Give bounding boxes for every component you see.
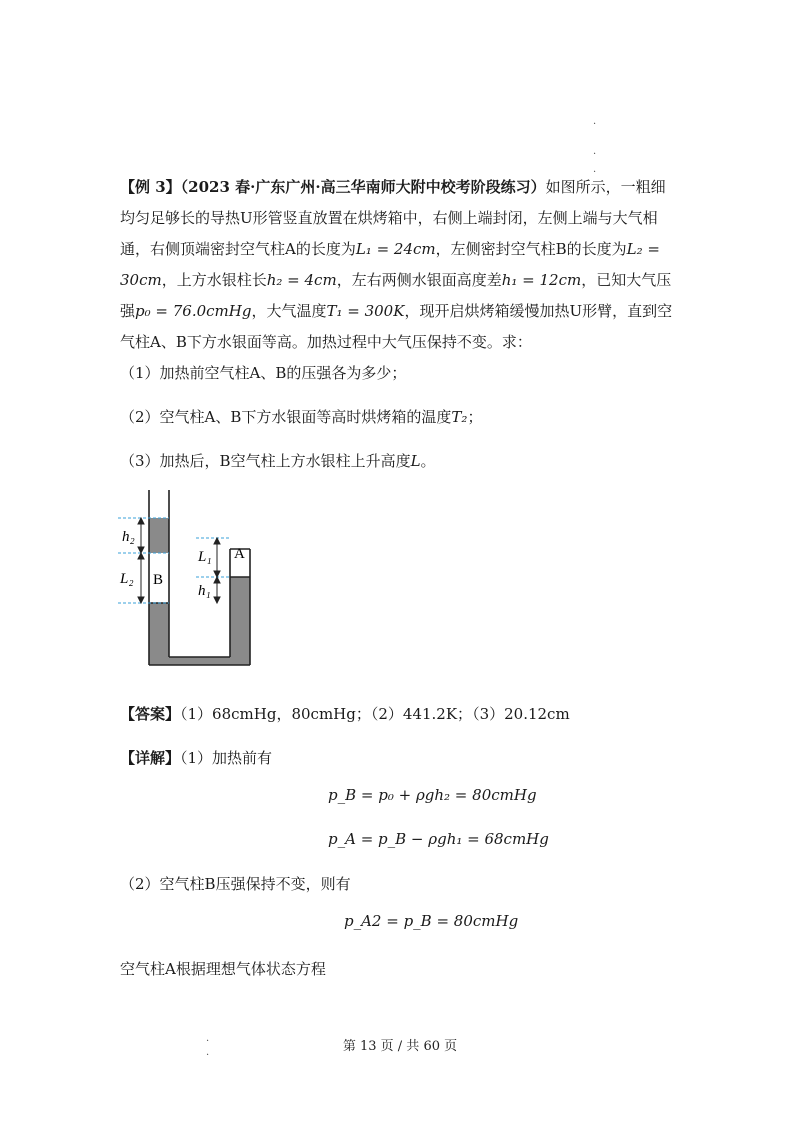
problem-text: ，左右两侧水银面高度差	[336, 271, 502, 289]
question-2-tail: ；	[467, 408, 483, 426]
scan-dot: ·	[206, 1036, 210, 1047]
label-h2: h₂	[122, 529, 135, 545]
problem-source: （2023 春·广东广州·高三华南师大附中校考阶段练习）	[180, 178, 546, 196]
label-L2: L₂	[120, 571, 134, 587]
formula-T1: T₁ = 300K	[326, 302, 405, 320]
formula-L2: L₂ = 30cm	[120, 240, 660, 289]
symbol-L: L	[410, 452, 421, 470]
label-B: B	[153, 572, 164, 588]
detail-step3: 空气柱A根据理想气体状态方程	[120, 960, 326, 978]
scan-dot: ·	[593, 149, 597, 160]
mercury-column-h2	[149, 518, 169, 553]
problem-text: ，大气温度	[251, 302, 327, 320]
problem-text: ，上方水银柱长	[161, 271, 267, 289]
example-tag: 【例 3】	[120, 178, 181, 196]
symbol-T2: T₂	[451, 408, 468, 426]
scan-dot: ·	[593, 167, 597, 178]
label-h1: h₁	[198, 583, 211, 599]
equation-pA: p_A = p_B − ρgh₁ = 68cmHg	[328, 830, 549, 848]
question-3	[120, 450, 436, 472]
answer-tag: 【答案】	[120, 705, 181, 723]
detail-step1-text: （1）加热前有	[180, 749, 273, 767]
problem-text: ，已知大气压强	[120, 271, 672, 320]
answer-line	[120, 703, 570, 725]
detail-tag: 【详解】	[120, 749, 181, 767]
question-3-text: （3）加热后，B空气柱上方水银柱上升高度	[120, 452, 411, 470]
problem-statement	[120, 172, 680, 358]
u-tube-figure	[110, 485, 260, 680]
question-1: （1）加热前空气柱A、B的压强各为多少；	[120, 364, 407, 382]
question-3-tail: 。	[420, 452, 436, 470]
label-L1: L₁	[198, 549, 212, 565]
formula-h1: h₁ = 12cm	[501, 271, 582, 289]
formula-h2: h₂ = 4cm	[266, 271, 337, 289]
detail-step1	[120, 747, 272, 769]
question-2-text: （2）空气柱A、B下方水银面等高时烘烤箱的温度	[120, 408, 452, 426]
answer-item-2: （2）441.2K；	[370, 705, 473, 723]
question-2	[120, 406, 482, 428]
page-number: 第 13 页 / 共 60 页	[342, 1039, 458, 1054]
equation-pB: p_B = p₀ + ρgh₂ = 80cmHg	[328, 786, 537, 804]
formula-p0: p₀ = 76.0cmHg	[135, 302, 252, 320]
equation-pA2: p_A2 = p_B = 80cmHg	[344, 912, 519, 930]
label-A: A	[234, 546, 245, 562]
problem-text: ，左侧密封空气柱B的长度为	[435, 240, 627, 258]
answer-item-1: （1）68cmHg，80cmHg；	[180, 705, 371, 723]
answer-item-3: （3）20.12cm	[472, 705, 570, 723]
detail-step2: （2）空气柱B压强保持不变，则有	[120, 875, 351, 893]
scan-dot: ·	[593, 119, 597, 130]
formula-L1: L₁ = 24cm	[355, 240, 436, 258]
problem-text: 如图所示，一粗细均匀足够长的导热U形管竖直放置在烘烤箱中，右侧上端封闭，左侧上端与大气相通，右侧顶端密封空气柱A的长度为	[120, 178, 666, 258]
problem-text: ，现开启烘烤箱缓慢加热U形臂，直到空气柱A、B下方水银面等高。加热过程中大气压保持不变。求：	[120, 302, 673, 351]
scan-dot: ·	[206, 1050, 210, 1061]
